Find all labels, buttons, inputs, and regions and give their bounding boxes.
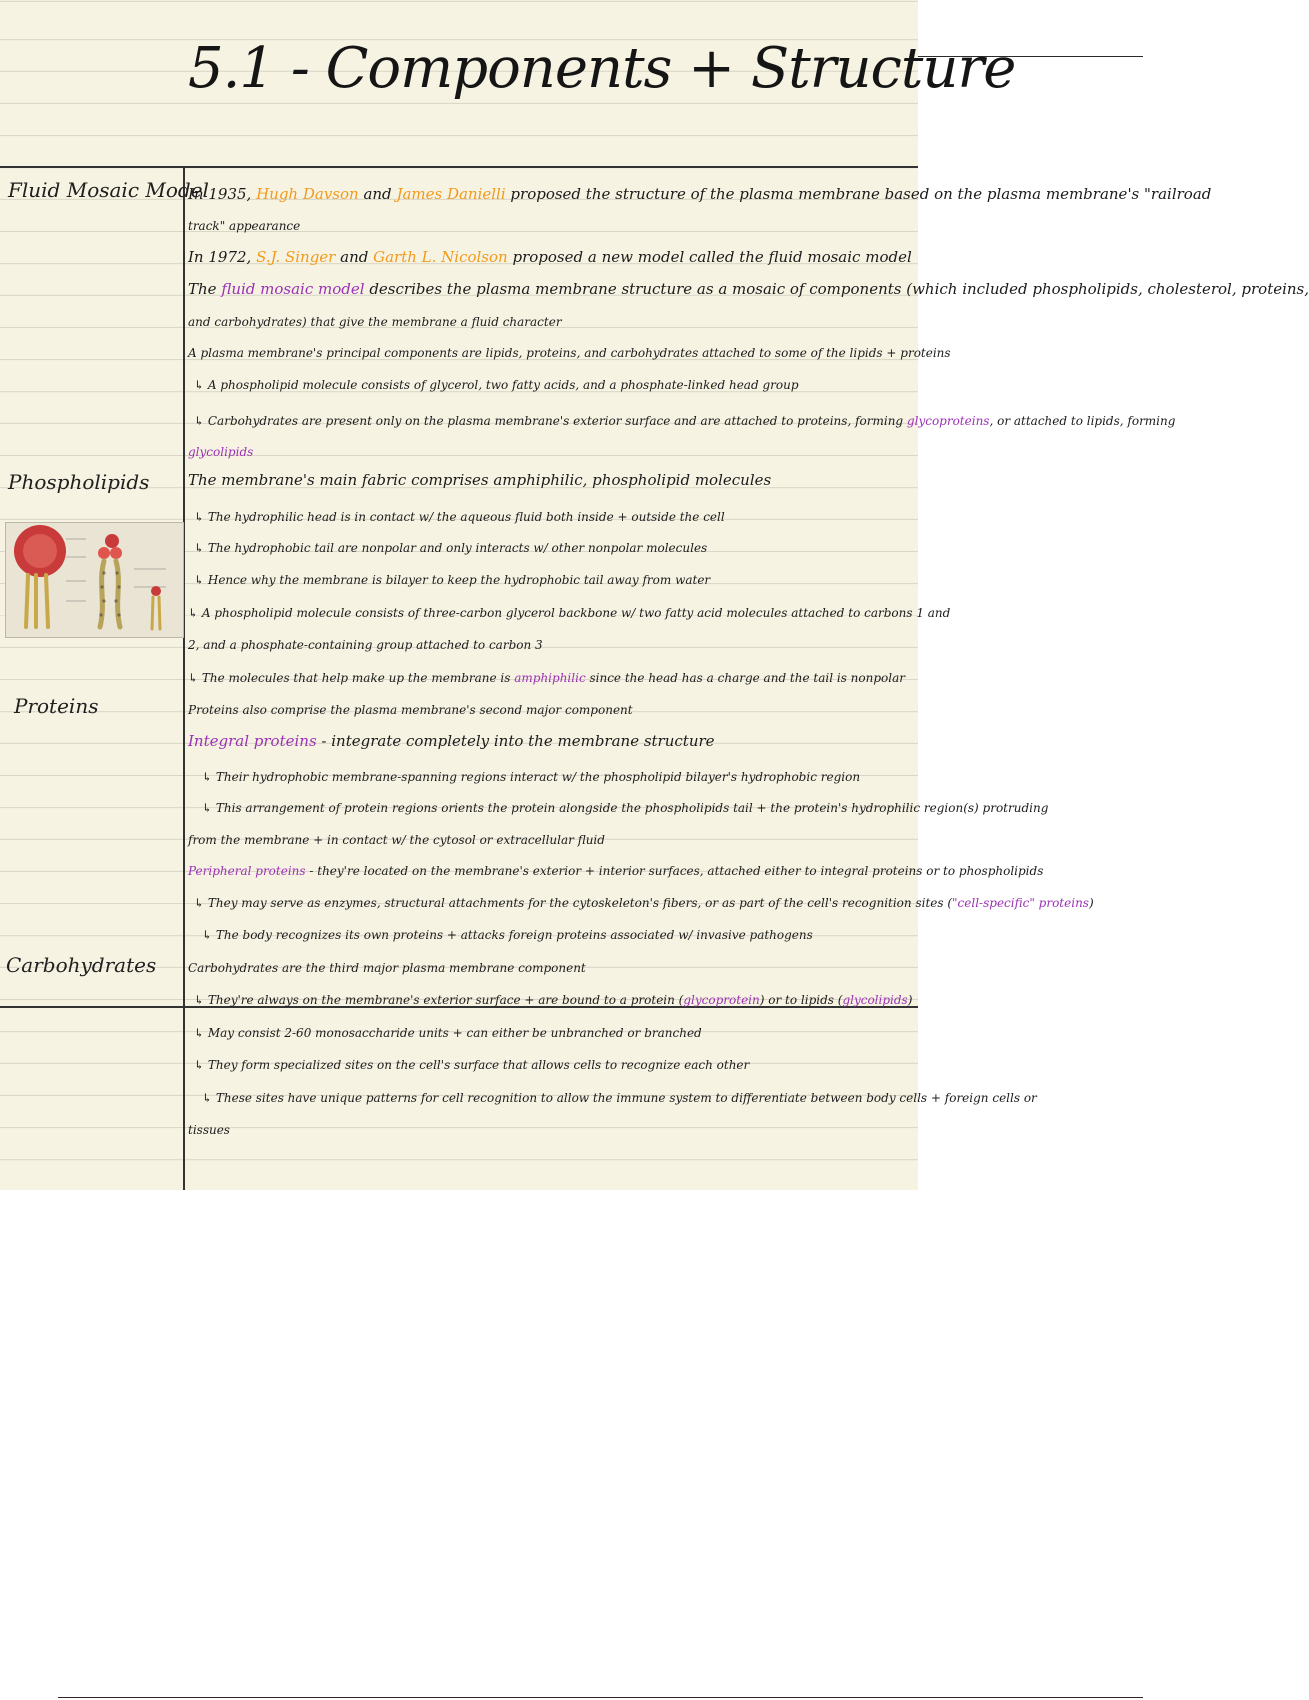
note-line: ↳ Their hydrophobic membrane-spanning regions interact w/ the phospholipid bilayer's hydrophobic region (202, 770, 861, 784)
cue-phospholipids: Phospholipids (8, 470, 150, 494)
note-line: Integral proteins - integrate completely into the membrane structure (188, 732, 715, 750)
note-line: ↳ A phospholipid molecule consists of three-carbon glycerol backbone w/ two fatty acid molecules attached to carbons 1 and (188, 606, 951, 620)
note-line: ↳ Hence why the membrane is bilayer to keep the hydrophobic tail away from water (194, 573, 711, 587)
note-line: ↳ They're always on the membrane's exterior surface + are bound to a protein (glycoprotein) or to lipids (glycolipids) (194, 993, 913, 1007)
note-line: A plasma membrane's principal components are lipids, proteins, and carbohydrates attached to some of the lipids + proteins (188, 346, 951, 360)
note-line: 2, and a phosphate-containing group attached to carbon 3 (188, 638, 543, 652)
cue-column-divider (183, 166, 185, 1190)
note-line: from the membrane + in contact w/ the cytosol or extracellular fluid (188, 833, 605, 847)
note-line: glycolipids (188, 445, 254, 459)
note-line: The fluid mosaic model describes the plasma membrane structure as a mosaic of components (which included phospholipids, cholesterol, proteins, (188, 280, 1309, 298)
note-line: ↳ These sites have unique patterns for cell recognition to allow the immune system to differentiate between body cells + foreign cells or (202, 1091, 1037, 1105)
note-line: ↳ The molecules that help make up the membrane is amphiphilic since the head has a charge and the tail is nonpolar (188, 671, 905, 685)
note-line: ↳ This arrangement of protein regions orients the protein alongside the phospholipids tail + the protein's hydrophilic region(s) protruding (202, 801, 1049, 815)
note-line: tissues (188, 1123, 230, 1137)
note-line: ↳ The hydrophilic head is in contact w/ the aqueous fluid both inside + outside the cell (194, 510, 725, 524)
note-line: Carbohydrates are the third major plasma membrane component (188, 961, 586, 975)
cue-fluid-mosaic: Fluid Mosaic Model (8, 178, 209, 202)
note-line: In 1972, S.J. Singer and Garth L. Nicolson proposed a new model called the fluid mosaic model (188, 248, 912, 266)
note-line: ↳ They may serve as enzymes, structural attachments for the cytoskeleton's fibers, or as part of the cell's recognition sites ("cell-specific" proteins) (194, 896, 1094, 910)
note-line: and carbohydrates) that give the membrane a fluid character (188, 315, 562, 329)
header-divider (0, 166, 918, 168)
page-title: 5.1 - Components + Structure (188, 36, 1016, 101)
note-line: track" appearance (188, 219, 301, 233)
note-line: ↳ A phospholipid molecule consists of glycerol, two fatty acids, and a phosphate-linked head group (194, 378, 799, 392)
note-line: Peripheral proteins - they're located on the membrane's exterior + interior surfaces, attached either to integral proteins or to phospholipids (188, 864, 1044, 878)
note-line: ↳ They form specialized sites on the cell's surface that allows cells to recognize each other (194, 1058, 750, 1072)
cue-carbohydrates: Carbohydrates (6, 953, 157, 977)
note-line: In 1935, Hugh Davson and James Danielli proposed the structure of the plasma membrane based on the plasma membrane's "railroad (188, 185, 1212, 203)
note-line: ↳ May consist 2-60 monosaccharide units + can either be unbranched or branched (194, 1026, 702, 1040)
note-line: ↳ Carbohydrates are present only on the plasma membrane's exterior surface and are attached to proteins, forming glycoproteins, or attached to lipids, forming (194, 414, 1176, 428)
note-line: ↳ The hydrophobic tail are nonpolar and only interacts w/ other nonpolar molecules (194, 541, 708, 555)
note-line: ↳ The body recognizes its own proteins + attacks foreign proteins associated w/ invasive pathogens (202, 928, 813, 942)
bottom-rule (58, 1697, 1143, 1698)
cue-proteins: Proteins (14, 694, 99, 718)
note-line: The membrane's main fabric comprises amphiphilic, phospholipid molecules (188, 471, 772, 489)
phospholipid-diagram (5, 522, 184, 638)
note-line: Proteins also comprise the plasma membrane's second major component (188, 703, 633, 717)
